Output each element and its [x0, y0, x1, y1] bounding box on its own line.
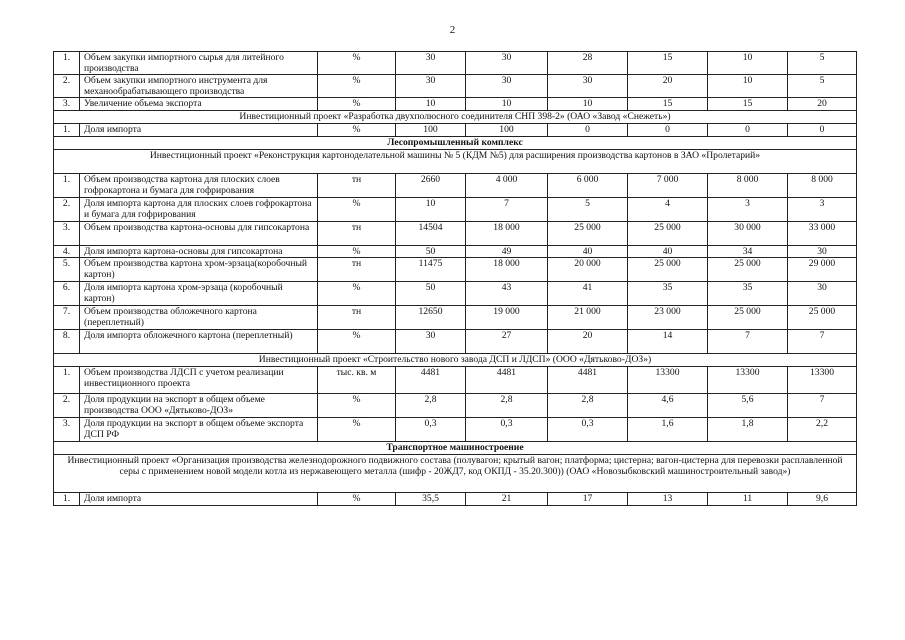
value-cell: 15	[628, 98, 708, 111]
row-number: 1.	[54, 367, 80, 394]
value-cell: 4481	[466, 367, 548, 394]
value-cell: 41	[548, 282, 628, 306]
table-row	[54, 367, 857, 394]
project-header-row	[54, 455, 857, 493]
unit-cell: %	[318, 330, 396, 354]
unit-cell: %	[318, 394, 396, 418]
value-cell: 4481	[548, 367, 628, 394]
project-title: Инвестиционный проект «Организация производства железнодорожного подвижного состава (полувагон; крытый вагон; платформа; цистерна; вагон-цистерна для перевозки расплавленной серы с применением новой модели котла из нержавеющего металла (шифр - 20ЖД7, код ОКПД - 35.20.300)) (ОАО «Новозыбковский машиностроительный завод»)	[54, 455, 857, 493]
unit-cell: тн	[318, 306, 396, 330]
value-cell: 13300	[788, 367, 857, 394]
unit-cell: тн	[318, 174, 396, 198]
indicator-name: Объем закупки импортного сырья для литейного производства	[80, 52, 318, 75]
value-cell: 30	[548, 75, 628, 98]
table-row	[54, 246, 857, 258]
table-row	[54, 418, 857, 442]
unit-cell: %	[318, 75, 396, 98]
value-cell: 2660	[396, 174, 466, 198]
value-cell: 2,8	[396, 394, 466, 418]
value-cell: 0,3	[396, 418, 466, 442]
project-header-row	[54, 354, 857, 367]
indicator-name: Объем производства обложечного картона (переплетный)	[80, 306, 318, 330]
value-cell: 8 000	[708, 174, 788, 198]
unit-cell: %	[318, 493, 396, 506]
row-number: 3.	[54, 98, 80, 111]
value-cell: 25 000	[548, 222, 628, 246]
unit-cell: %	[318, 98, 396, 111]
value-cell: 28	[548, 52, 628, 75]
value-cell: 10	[466, 98, 548, 111]
value-cell: 23 000	[628, 306, 708, 330]
value-cell: 1,6	[628, 418, 708, 442]
value-cell: 13300	[708, 367, 788, 394]
unit-cell: %	[318, 418, 396, 442]
unit-cell: %	[318, 52, 396, 75]
value-cell: 3	[788, 198, 857, 222]
table-row	[54, 330, 857, 354]
value-cell: 10	[708, 52, 788, 75]
value-cell: 19 000	[466, 306, 548, 330]
value-cell: 4	[628, 198, 708, 222]
table-row	[54, 258, 857, 282]
value-cell: 4,6	[628, 394, 708, 418]
value-cell: 10	[396, 98, 466, 111]
value-cell: 29 000	[788, 258, 857, 282]
value-cell: 25 000	[708, 306, 788, 330]
value-cell: 35	[628, 282, 708, 306]
value-cell: 30	[466, 52, 548, 75]
indicator-name: Доля импорта картона для плоских слоев гофрокартона и бумага для гофрирования	[80, 198, 318, 222]
value-cell: 15	[628, 52, 708, 75]
row-number: 2.	[54, 75, 80, 98]
value-cell: 11475	[396, 258, 466, 282]
value-cell: 35	[708, 282, 788, 306]
value-cell: 30	[788, 246, 857, 258]
value-cell: 18 000	[466, 258, 548, 282]
page-number: 2	[449, 24, 456, 36]
table-body	[54, 52, 857, 506]
value-cell: 30	[788, 282, 857, 306]
value-cell: 100	[396, 124, 466, 137]
value-cell: 25 000	[788, 306, 857, 330]
table-row	[54, 124, 857, 137]
unit-cell: %	[318, 124, 396, 137]
indicator-name: Объем производства картона для плоских слоев гофрокартона и бумага для гофрирования	[80, 174, 318, 198]
value-cell: 0	[708, 124, 788, 137]
row-number: 3.	[54, 222, 80, 246]
value-cell: 7	[708, 330, 788, 354]
value-cell: 13	[628, 493, 708, 506]
value-cell: 18 000	[466, 222, 548, 246]
row-number: 5.	[54, 258, 80, 282]
section-title: Лесопромышленный комплекс	[54, 137, 857, 150]
indicator-name: Объем производства картона-основы для гипсокартона	[80, 222, 318, 246]
value-cell: 5	[548, 198, 628, 222]
value-cell: 5,6	[708, 394, 788, 418]
value-cell: 15	[708, 98, 788, 111]
indicator-name: Объем производства картона хром-эрзаца(коробочный картон)	[80, 258, 318, 282]
value-cell: 20	[628, 75, 708, 98]
value-cell: 43	[466, 282, 548, 306]
project-title: Инвестиционный проект «Разработка двухполюсного соединителя СНП 398-2» (ОАО «Завод «Снежеть»)	[54, 111, 857, 124]
row-number: 3.	[54, 418, 80, 442]
value-cell: 20	[548, 330, 628, 354]
table-row	[54, 222, 857, 246]
value-cell: 0,3	[466, 418, 548, 442]
section-header-row	[54, 442, 857, 455]
value-cell: 10	[396, 198, 466, 222]
value-cell: 13300	[628, 367, 708, 394]
value-cell: 9,6	[788, 493, 857, 506]
table-row	[54, 174, 857, 198]
table-row	[54, 493, 857, 506]
value-cell: 100	[466, 124, 548, 137]
value-cell: 0,3	[548, 418, 628, 442]
value-cell: 10	[548, 98, 628, 111]
value-cell: 0	[548, 124, 628, 137]
value-cell: 25 000	[708, 258, 788, 282]
unit-cell: тн	[318, 258, 396, 282]
indicator-name: Доля импорта картона хром-эрзаца (коробочный картон)	[80, 282, 318, 306]
row-number: 6.	[54, 282, 80, 306]
table-row	[54, 282, 857, 306]
table-row	[54, 306, 857, 330]
value-cell: 11	[708, 493, 788, 506]
section-title: Транспортное машиностроение	[54, 442, 857, 455]
value-cell: 35,5	[396, 493, 466, 506]
value-cell: 7	[466, 198, 548, 222]
unit-cell: тн	[318, 222, 396, 246]
indicator-name: Доля импорта обложечного картона (переплетный)	[80, 330, 318, 354]
unit-cell: тыс. кв. м	[318, 367, 396, 394]
value-cell: 14	[628, 330, 708, 354]
value-cell: 30 000	[708, 222, 788, 246]
value-cell: 2,8	[548, 394, 628, 418]
value-cell: 30	[466, 75, 548, 98]
value-cell: 6 000	[548, 174, 628, 198]
value-cell: 1,8	[708, 418, 788, 442]
value-cell: 50	[396, 282, 466, 306]
table-row	[54, 52, 857, 75]
indicator-name: Объем производства ЛДСП с учетом реализации инвестиционного проекта	[80, 367, 318, 394]
unit-cell: %	[318, 198, 396, 222]
value-cell: 50	[396, 246, 466, 258]
value-cell: 2,8	[466, 394, 548, 418]
value-cell: 40	[628, 246, 708, 258]
value-cell: 30	[396, 330, 466, 354]
value-cell: 25 000	[628, 222, 708, 246]
unit-cell: %	[318, 282, 396, 306]
value-cell: 4 000	[466, 174, 548, 198]
value-cell: 7	[788, 330, 857, 354]
project-title: Инвестиционный проект «Реконструкция картоноделательной машины № 5 (КДМ №5) для расширения производства картонов в ЗАО «Пролетарий»	[54, 150, 857, 174]
value-cell: 14504	[396, 222, 466, 246]
value-cell: 7	[788, 394, 857, 418]
row-number: 1.	[54, 52, 80, 75]
value-cell: 33 000	[788, 222, 857, 246]
value-cell: 5	[788, 75, 857, 98]
value-cell: 27	[466, 330, 548, 354]
value-cell: 5	[788, 52, 857, 75]
row-number: 2.	[54, 394, 80, 418]
value-cell: 12650	[396, 306, 466, 330]
row-number: 2.	[54, 198, 80, 222]
value-cell: 20 000	[548, 258, 628, 282]
indicators-table	[53, 51, 857, 506]
value-cell: 3	[708, 198, 788, 222]
value-cell: 34	[708, 246, 788, 258]
indicator-name: Объем закупки импортного инструмента для механообрабатывающего производства	[80, 75, 318, 98]
value-cell: 25 000	[628, 258, 708, 282]
value-cell: 40	[548, 246, 628, 258]
value-cell: 0	[788, 124, 857, 137]
section-header-row	[54, 137, 857, 150]
table-row	[54, 75, 857, 98]
indicator-name: Увеличение объема экспорта	[80, 98, 318, 111]
row-number: 7.	[54, 306, 80, 330]
value-cell: 8 000	[788, 174, 857, 198]
indicator-name: Доля продукции на экспорт в общем объеме экспорта ДСП РФ	[80, 418, 318, 442]
value-cell: 20	[788, 98, 857, 111]
row-number: 4.	[54, 246, 80, 258]
indicator-name: Доля импорта	[80, 493, 318, 506]
value-cell: 2,2	[788, 418, 857, 442]
value-cell: 49	[466, 246, 548, 258]
table-row	[54, 198, 857, 222]
unit-cell: %	[318, 246, 396, 258]
project-title: Инвестиционный проект «Строительство нового завода ДСП и ЛДСП» (ООО «Дятьково-ДОЗ»)	[54, 354, 857, 367]
value-cell: 4481	[396, 367, 466, 394]
project-header-row	[54, 111, 857, 124]
indicator-name: Доля импорта	[80, 124, 318, 137]
value-cell: 7 000	[628, 174, 708, 198]
row-number: 1.	[54, 174, 80, 198]
indicator-name: Доля продукции на экспорт в общем объеме производства ООО «Дятьково-ДОЗ»	[80, 394, 318, 418]
value-cell: 10	[708, 75, 788, 98]
table-row	[54, 98, 857, 111]
value-cell: 30	[396, 52, 466, 75]
value-cell: 17	[548, 493, 628, 506]
value-cell: 0	[628, 124, 708, 137]
row-number: 1.	[54, 493, 80, 506]
row-number: 8.	[54, 330, 80, 354]
project-header-row	[54, 150, 857, 174]
indicator-name: Доля импорта картона-основы для гипсокартона	[80, 246, 318, 258]
value-cell: 21 000	[548, 306, 628, 330]
table-row	[54, 394, 857, 418]
row-number: 1.	[54, 124, 80, 137]
value-cell: 30	[396, 75, 466, 98]
value-cell: 21	[466, 493, 548, 506]
